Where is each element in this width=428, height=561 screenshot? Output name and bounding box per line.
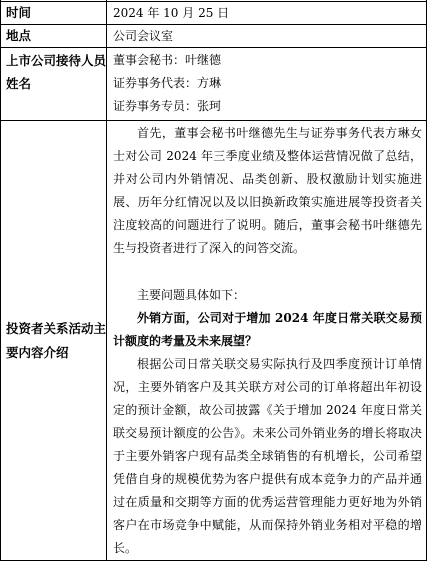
time-row bbox=[1, 2, 427, 25]
place-label: 地点 bbox=[1, 25, 107, 48]
receptionist-specialist: 证券事务专员：张珂 bbox=[113, 99, 222, 113]
receptionist-secretary: 董事会秘书：叶继德 bbox=[113, 53, 222, 67]
content-label: 投资者关系活动主要内容介绍 bbox=[1, 121, 107, 561]
content-row bbox=[1, 121, 427, 561]
receptionists-row bbox=[1, 48, 427, 121]
intro-paragraph: 首先，董事会秘书叶继德先生与证券事务代表方琳女士对公司 2024 年三季度业绩及整体运营情况做了总结，并对公司内外销情况、品类创新、股权激励计划实施进展、历年分红情况以及以旧换新政策实施进展等投资者关注度较高的问题进行了说明。随后，董事会秘书叶继德先生与投资者进行了深入的问答交流。 bbox=[113, 126, 422, 255]
place-value: 公司会议室 bbox=[107, 25, 427, 48]
section-title: 主要问题具体如下： bbox=[137, 288, 246, 302]
receptionist-representative: 证券事务代表：方琳 bbox=[113, 76, 222, 90]
question-text: 外销方面，公司对于增加 2024 年度日常关联交易预计额度的考量及未来展望？ bbox=[113, 311, 422, 348]
place-row bbox=[1, 25, 427, 48]
answer-paragraph: 根据公司日常关联交易实际执行及四季度预计订单情况，主要外销客户及其关联方对公司的订单将超出年初设定的预计金额，故公司披露《关于增加 2024 年度日常关联交易预计额度的公告》。未来公司外销业务的增长将取决于主要外销客户现有品类全球销售的有机增长，公司希望凭借自身的规模优势为客户提供有成本竞争力的产品并通过在质量和交期等方面的优秀运营管理能力更好地为外销客户在市场竞争中赋能，从而保持外销业务相对平稳的增长。 bbox=[113, 357, 422, 555]
time-label: 时间 bbox=[1, 2, 107, 25]
time-value: 2024 年 10 月 25 日 bbox=[107, 2, 427, 25]
receptionists-label: 上市公司接待人员姓名 bbox=[1, 48, 107, 121]
